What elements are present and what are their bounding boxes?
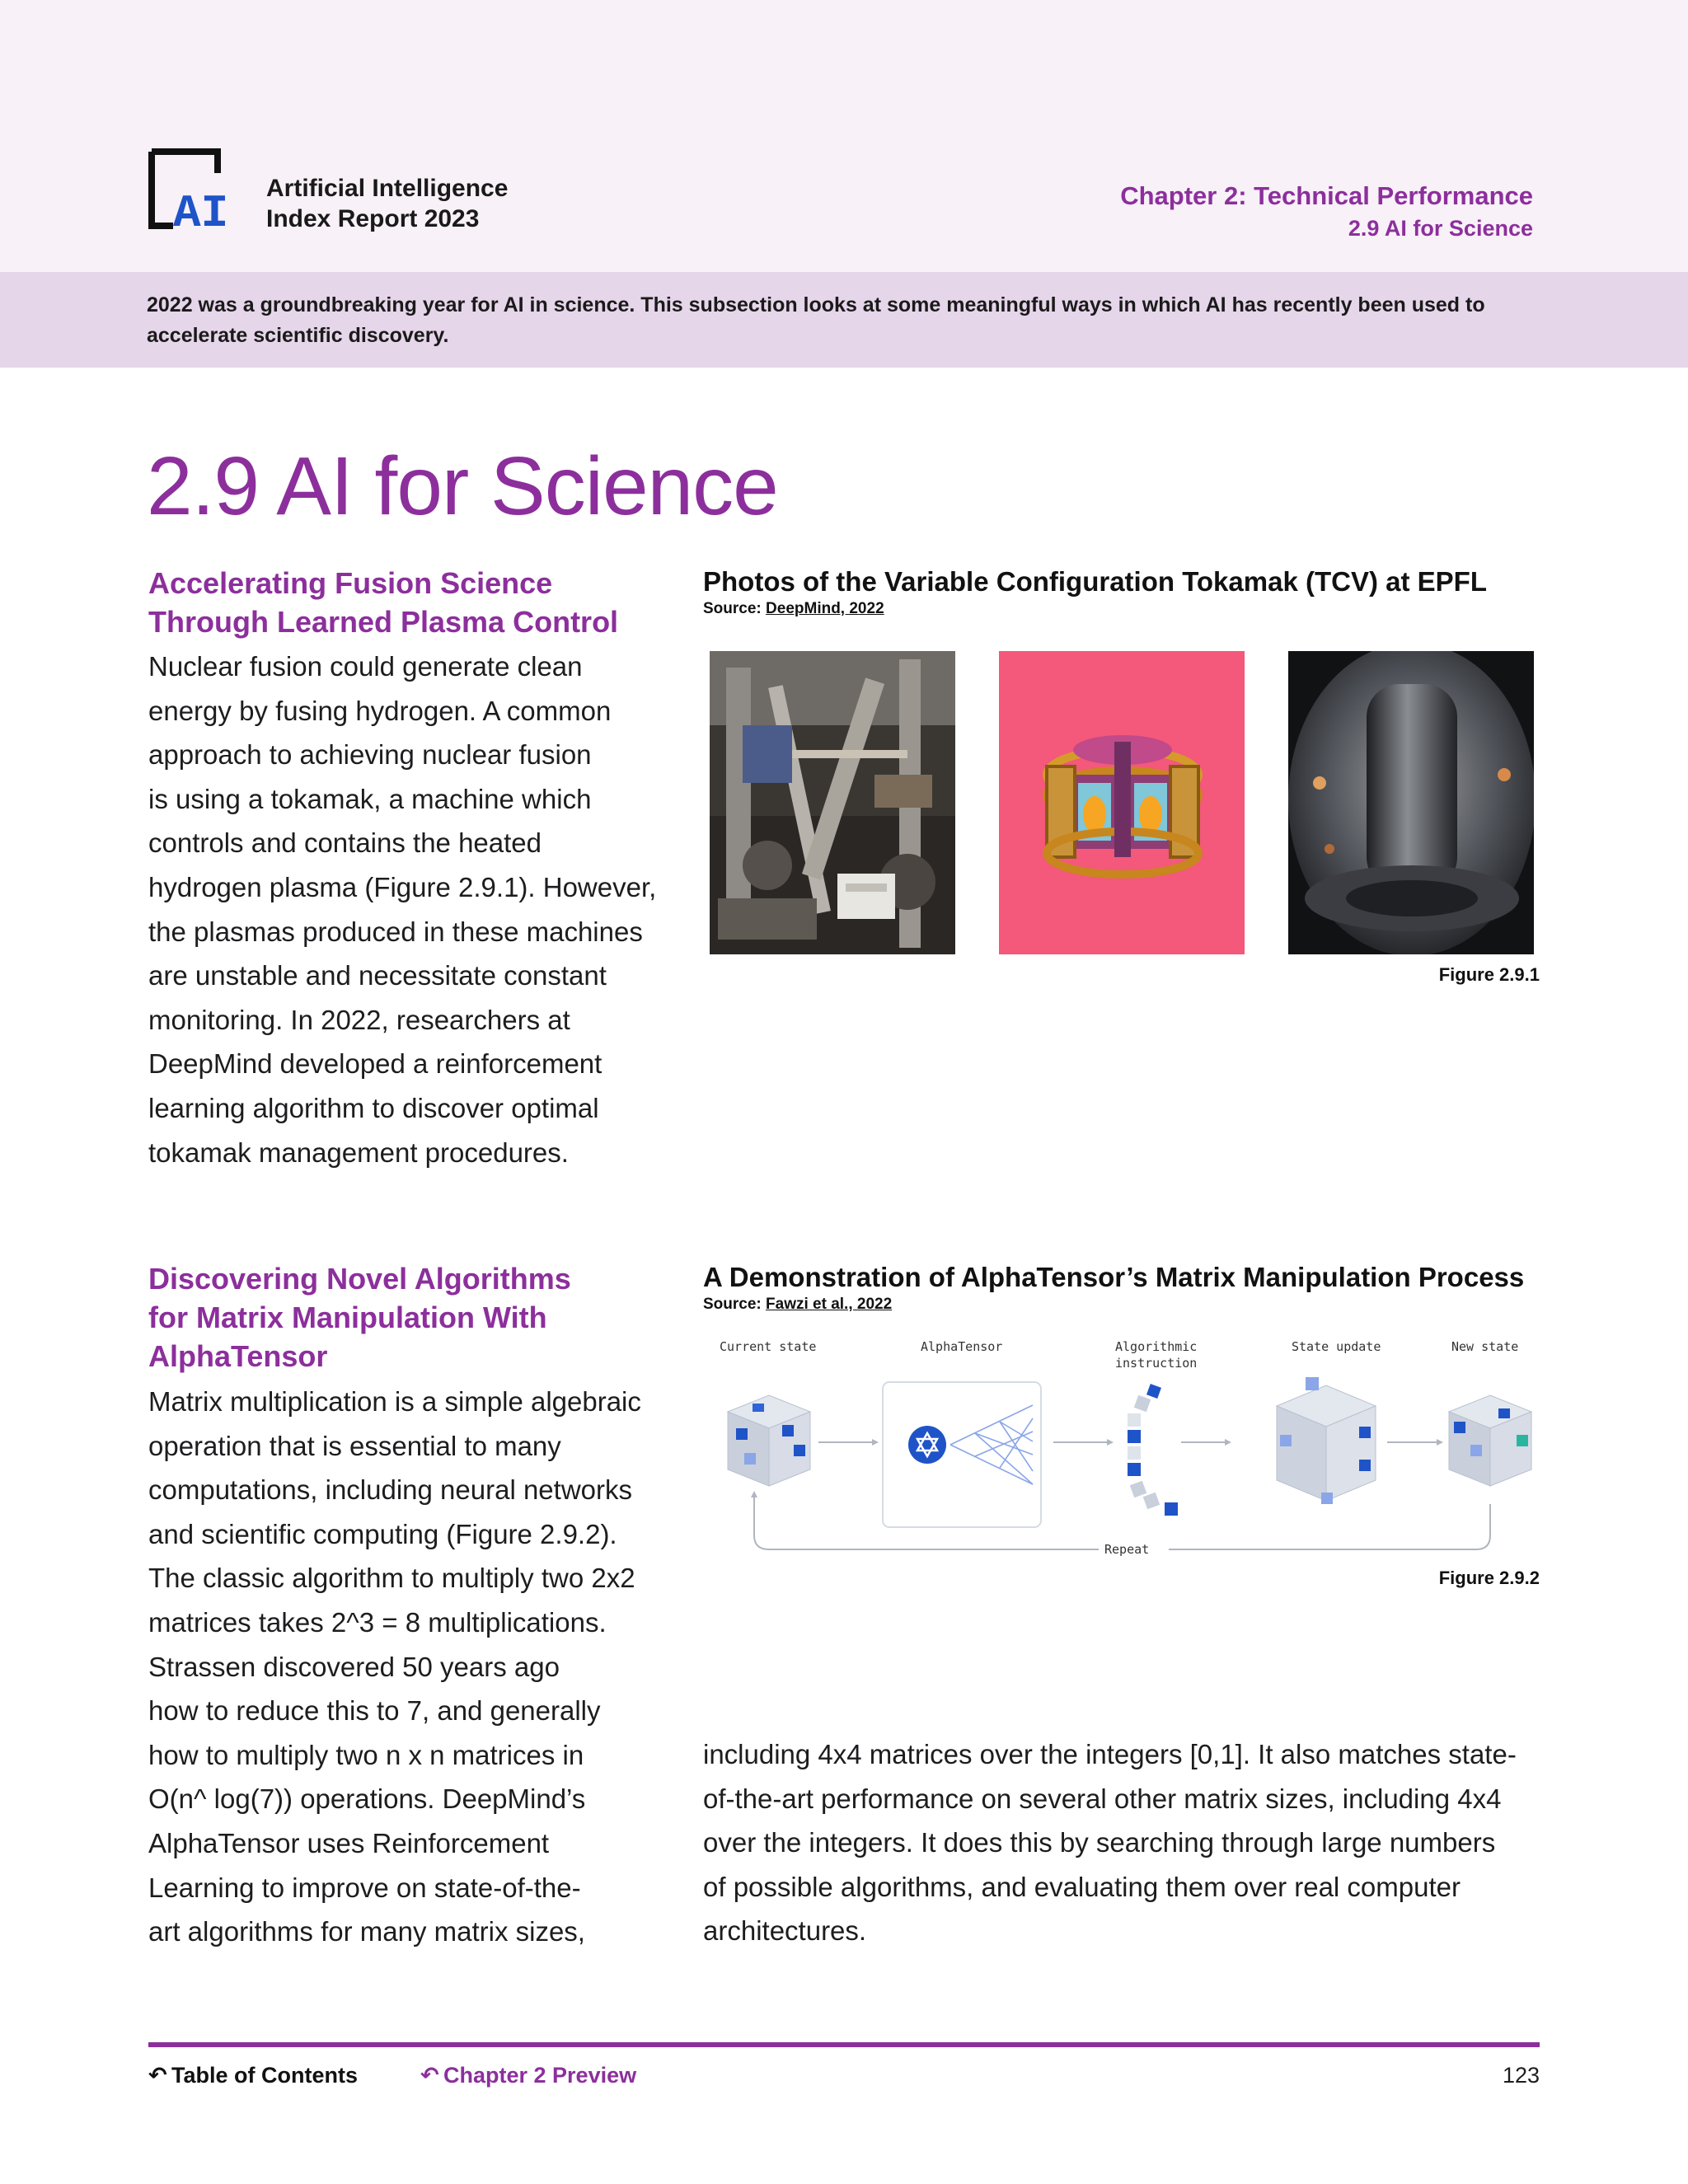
table-of-contents-link[interactable] <box>148 2060 358 2090</box>
body-line: The classic algorithm to multiply two 2x2 <box>148 1563 635 1594</box>
body-line: architectures. <box>703 1915 867 1947</box>
section-title: 2.9 AI for Science <box>1348 216 1533 241</box>
current-state-cube <box>728 1395 810 1486</box>
chapter-breadcrumb <box>1120 180 1533 244</box>
section1-body <box>148 644 684 1174</box>
figure1-source-prefix: Source: <box>703 600 762 617</box>
alphatensor-box <box>883 1382 1041 1527</box>
body-line: art algorithms for many matrix sizes, <box>148 1916 585 1947</box>
section2-continued-body <box>703 1732 1544 1953</box>
page-number: 123 <box>1502 2063 1540 2088</box>
state-update-cube <box>1277 1377 1376 1504</box>
tokamak-machinery-photo <box>710 651 955 954</box>
page-title: 2.9 AI for Science <box>147 440 778 532</box>
section2-title-line1: Discovering Novel Algorithms <box>148 1262 571 1296</box>
figure2-source <box>703 1296 892 1314</box>
body-line: are unstable and necessitate constant <box>148 960 607 991</box>
figure2-source-prefix: Source: <box>703 1296 762 1313</box>
ai-index-logo <box>148 148 239 229</box>
section1-title-line1: Accelerating Fusion Science <box>148 566 553 600</box>
body-line: Strassen discovered 50 years ago <box>148 1651 560 1682</box>
section2-title-line3: AlphaTensor <box>148 1339 328 1373</box>
chapter-title: Chapter 2: Technical Performance <box>1120 181 1533 210</box>
figure2-title: A Demonstration of AlphaTensor’s Matrix Manipulation Process <box>703 1262 1525 1292</box>
body-line: O(n^ log(7)) operations. DeepMind’s <box>148 1783 586 1815</box>
logo-text: AI <box>173 187 229 229</box>
figure1-label: Figure 2.9.1 <box>1438 964 1540 985</box>
body-line: Nuclear fusion could generate clean <box>148 651 583 682</box>
body-line: of possible algorithms, and evaluating them over real computer <box>703 1871 1461 1902</box>
label-current-state: Current state <box>720 1339 817 1354</box>
label-algorithmic-line2: instruction <box>1115 1356 1198 1371</box>
figure2-label: Figure 2.9.2 <box>1438 1568 1540 1588</box>
body-line: over the integers. It does this by searching through large numbers <box>703 1827 1496 1858</box>
body-line: of-the-art performance on several other matrix sizes, including 4x4 <box>703 1783 1502 1814</box>
toc-label: Table of Contents <box>171 2063 358 2088</box>
section1-title <box>148 564 676 641</box>
label-repeat: Repeat <box>1104 1542 1150 1557</box>
body-line: how to multiply two n x n matrices in <box>148 1739 584 1770</box>
tokamak-render-photo <box>999 651 1245 954</box>
body-line: tokamak management procedures. <box>148 1137 569 1168</box>
label-algorithmic-line1: Algorithmic <box>1115 1339 1198 1354</box>
body-line: Matrix multiplication is a simple algebraic <box>148 1386 641 1417</box>
body-line: how to reduce this to 7, and generally <box>148 1695 601 1727</box>
body-line: Learning to improve on state-of-the- <box>148 1872 581 1903</box>
body-line: matrices takes 2^3 = 8 multiplications. <box>148 1606 607 1638</box>
tokamak-chamber-photo <box>1288 651 1534 954</box>
report-title <box>266 173 508 234</box>
label-alphatensor: AlphaTensor <box>921 1339 1003 1354</box>
preview-label: Chapter 2 Preview <box>443 2063 637 2088</box>
body-line: learning algorithm to discover optimal <box>148 1092 599 1123</box>
body-line: approach to achieving nuclear fusion <box>148 739 592 771</box>
new-state-cube <box>1449 1395 1531 1486</box>
body-line: operation that is essential to many <box>148 1430 561 1461</box>
section2-body <box>148 1380 684 1954</box>
body-line: computations, including neural networks <box>148 1474 632 1506</box>
body-line: and scientific computing (Figure 2.9.2). <box>148 1518 617 1549</box>
back-arrow-icon: ↶ <box>420 2063 439 2088</box>
label-state-update: State update <box>1292 1339 1381 1354</box>
body-line: including 4x4 matrices over the integers [0,1]. It also matches state- <box>703 1739 1517 1769</box>
section2-title-line2: for Matrix Manipulation With <box>148 1301 547 1334</box>
figure1-source <box>703 600 884 618</box>
body-line: the plasmas produced in these machines <box>148 916 643 947</box>
body-line: is using a tokamak, a machine which <box>148 783 592 814</box>
alphatensor-diagram <box>703 1331 1544 1570</box>
footer-rule <box>148 2042 1540 2047</box>
chapter-preview-link[interactable] <box>420 2060 636 2090</box>
label-new-state: New state <box>1451 1339 1519 1354</box>
figure2-source-link[interactable]: Fawzi et al., 2022 <box>766 1296 893 1313</box>
body-line: AlphaTensor uses Reinforcement <box>148 1827 550 1858</box>
body-line: hydrogen plasma (Figure 2.9.1). However, <box>148 871 657 902</box>
algorithmic-instruction-shape <box>1128 1384 1178 1516</box>
intro-text: 2022 was a groundbreaking year for AI in science. This subsection looks at some meaningful ways in which AI has recently been used to accelerate scientific discovery. <box>147 293 1485 347</box>
body-line: controls and contains the heated <box>148 827 542 859</box>
figure1-source-link[interactable]: DeepMind, 2022 <box>766 600 884 617</box>
body-line: DeepMind developed a reinforcement <box>148 1048 603 1080</box>
report-title-line2: Index Report 2023 <box>266 205 480 232</box>
section2-title <box>148 1259 676 1376</box>
section1-title-line2: Through Learned Plasma Control <box>148 605 619 639</box>
figure1-title: Photos of the Variable Configuration Tokamak (TCV) at EPFL <box>703 566 1487 597</box>
report-title-line1: Artificial Intelligence <box>266 175 509 202</box>
back-arrow-icon: ↶ <box>148 2063 167 2088</box>
body-line: monitoring. In 2022, researchers at <box>148 1004 570 1035</box>
body-line: energy by fusing hydrogen. A common <box>148 695 612 726</box>
